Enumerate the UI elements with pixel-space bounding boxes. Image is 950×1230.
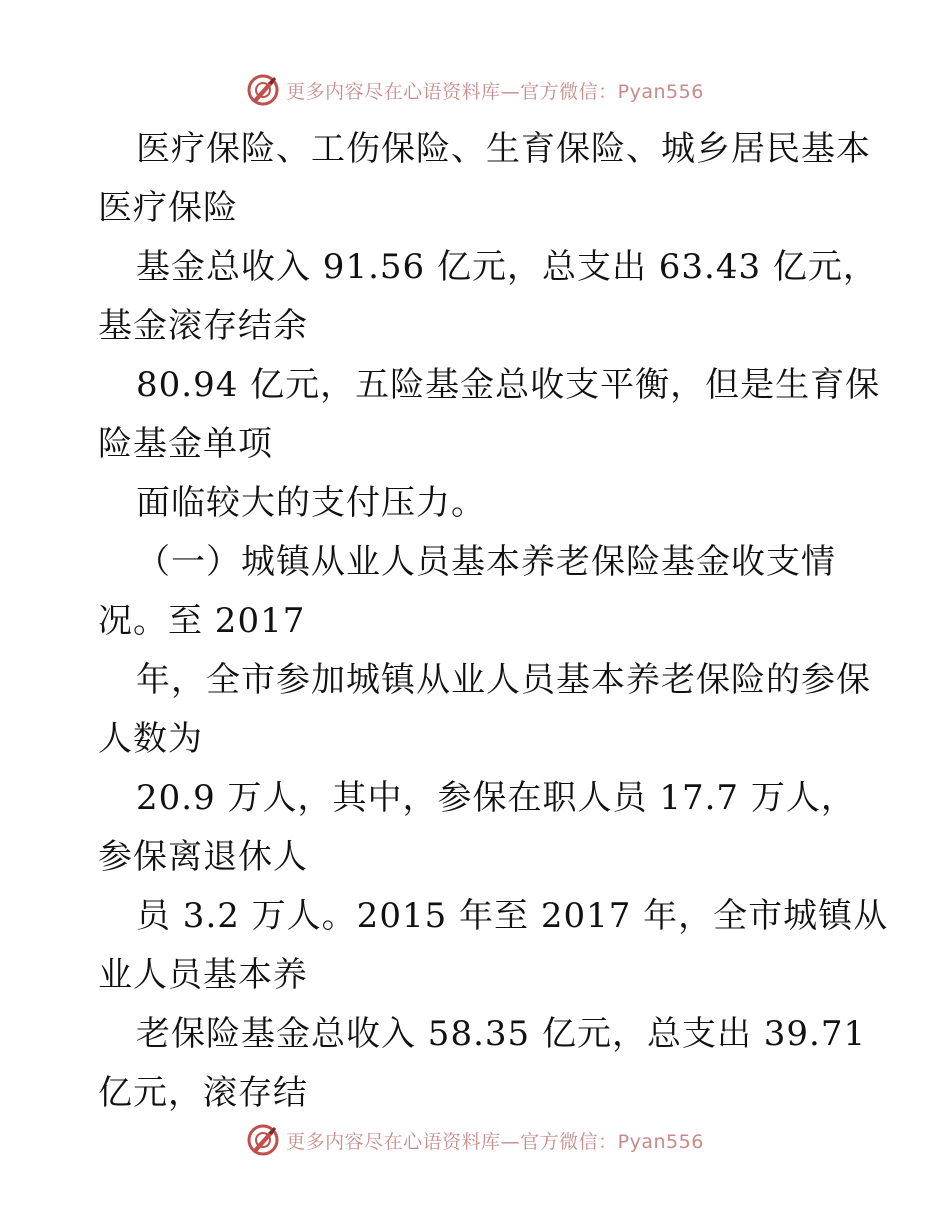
text-line: 人数为 — [98, 719, 203, 759]
text-line: 险基金单项 — [98, 424, 273, 464]
text-line: 80.94 亿元，五险基金总收支平衡，但是生育保 — [136, 365, 881, 405]
watermark-text: 更多内容尽在心语资料库—官方微信：Pyan556 — [286, 80, 704, 103]
text-line: 员 3.2 万人。2015 年至 2017 年，全市城镇从 — [136, 896, 889, 936]
text-line: 年，全市参加城镇从业人员基本养老保险的参保 — [136, 660, 871, 700]
body-text — [98, 120, 889, 1123]
text-line: 基金总收入 91.56 亿元，总支出 63.43 亿元， — [136, 247, 878, 287]
watermark-text: 更多内容尽在心语资料库—官方微信：Pyan556 — [286, 1130, 704, 1153]
header-watermark — [0, 70, 950, 110]
text-line: 20.9 万人，其中，参保在职人员 17.7 万人， — [136, 778, 856, 818]
logo-icon — [246, 73, 280, 107]
text-line: 医疗保险 — [98, 188, 238, 228]
text-line: 基金滚存结余 — [98, 306, 308, 346]
text-line: 况。至 2017 — [98, 601, 306, 641]
text-line: （一）城镇从业人员基本养老保险基金收支情 — [136, 542, 836, 582]
text-line: 参保离退休人 — [98, 837, 308, 877]
text-line: 面临较大的支付压力。 — [136, 483, 486, 523]
text-line: 亿元，滚存结 — [98, 1073, 308, 1113]
logo-icon — [246, 1123, 280, 1157]
text-line: 老保险基金总收入 58.35 亿元，总支出 39.71 — [136, 1014, 867, 1054]
footer-watermark — [0, 1120, 950, 1160]
text-line: 业人员基本养 — [98, 955, 308, 995]
text-line: 医疗保险、工伤保险、生育保险、城乡居民基本 — [136, 129, 871, 169]
